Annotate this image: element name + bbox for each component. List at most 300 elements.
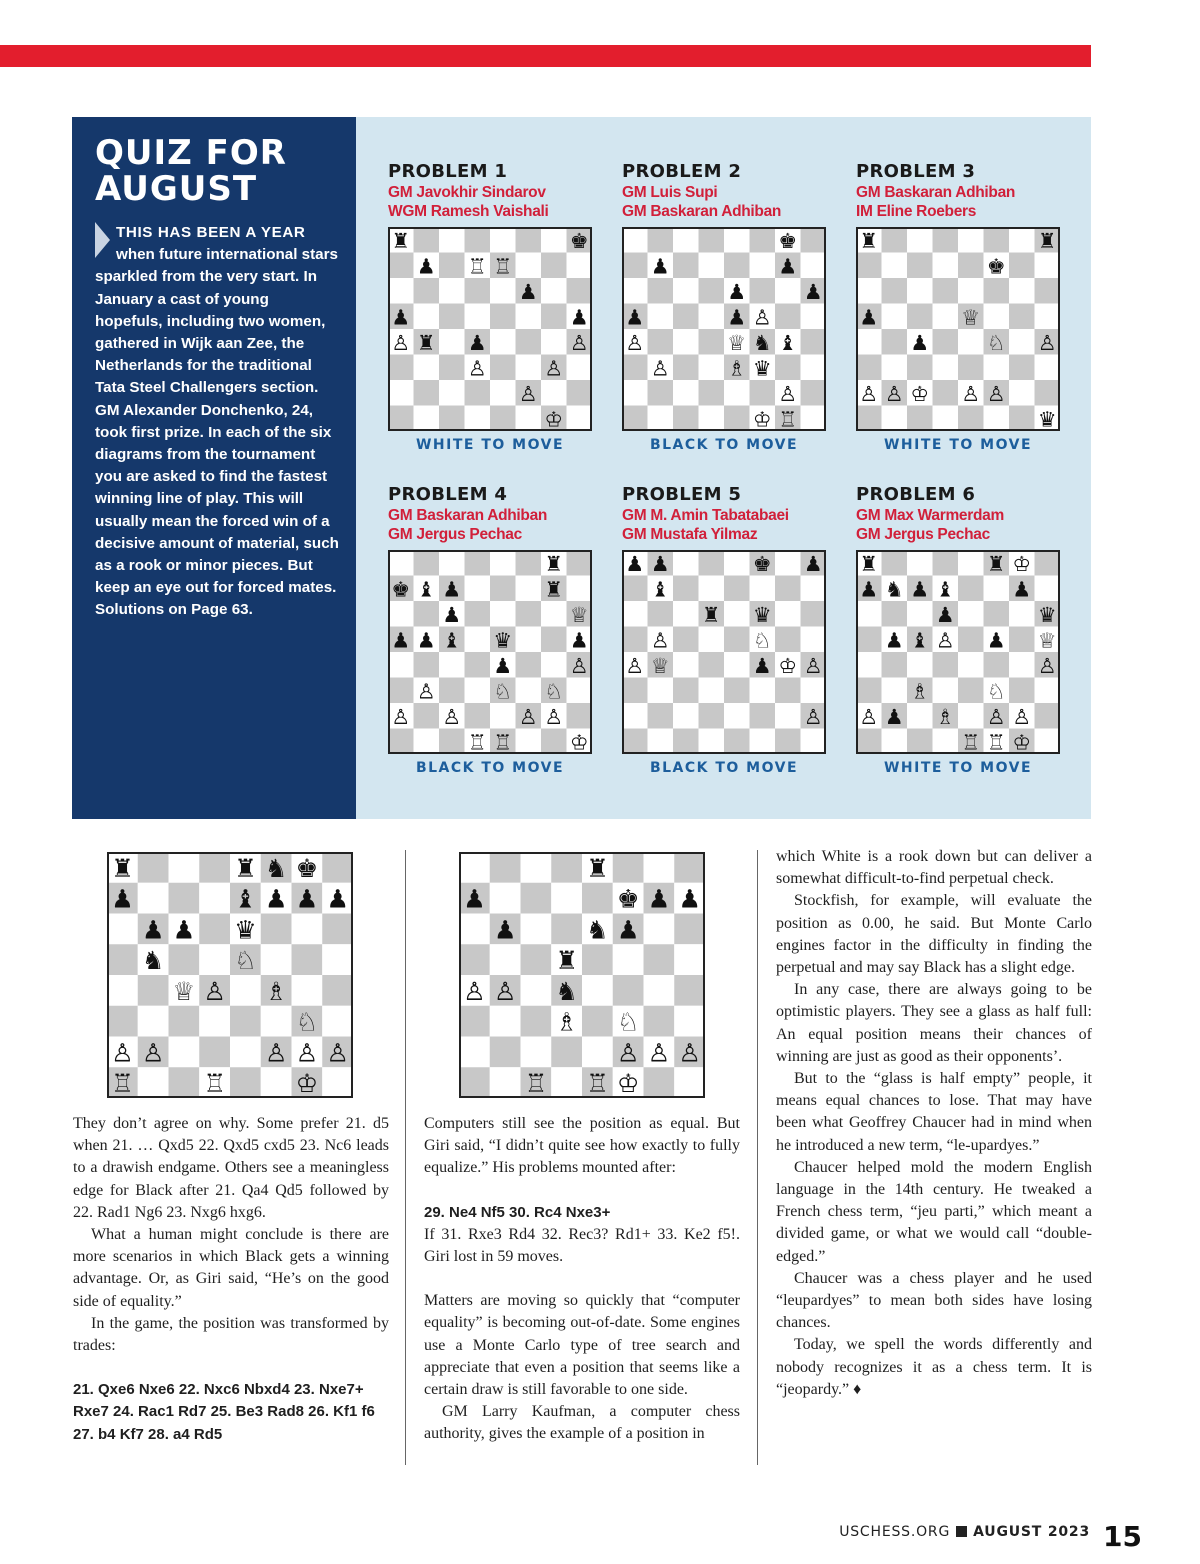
board-square — [541, 601, 567, 627]
white-knight-icon: ♘ — [752, 628, 772, 653]
board-square — [644, 944, 675, 975]
board-square — [322, 975, 353, 1006]
board-square — [1009, 678, 1035, 704]
problem-title: PROBLEM 2 — [622, 161, 742, 182]
board-square — [622, 601, 648, 627]
black-pawn-icon: ♟ — [493, 915, 517, 945]
board-square — [490, 380, 516, 406]
black-pawn-icon: ♟ — [727, 305, 747, 330]
board-square — [541, 627, 567, 653]
board-square — [984, 355, 1010, 381]
board-square — [673, 355, 699, 381]
white-rook-icon: ♖ — [524, 1069, 548, 1098]
paragraph: What a human might conclude is there are more scenarios in which Black gets a winning advantage. Or, as Giri said, “He’s on the good side of equality.” — [73, 1226, 389, 1310]
white-rook-icon: ♖ — [961, 730, 981, 754]
board-square — [439, 678, 465, 704]
board-square — [724, 227, 750, 253]
play-arrow-icon — [95, 222, 110, 258]
black-pawn-icon: ♟ — [650, 254, 670, 279]
board-square — [801, 406, 827, 432]
board-square — [230, 1006, 261, 1037]
board-square — [882, 227, 908, 253]
board-square — [322, 914, 353, 945]
board-square — [261, 914, 292, 945]
board-square — [541, 329, 567, 355]
board-square — [699, 576, 725, 602]
board-square — [439, 253, 465, 279]
problem-black-player: GM Jergus Pechac — [856, 526, 990, 543]
board-square — [699, 550, 725, 576]
black-bishop-icon: ♝ — [442, 628, 462, 653]
article-column-1 — [73, 1113, 389, 1446]
black-pawn-icon: ♟ — [172, 915, 196, 945]
problem-title: PROBLEM 4 — [388, 484, 508, 505]
board-square — [801, 329, 827, 355]
board-square — [958, 703, 984, 729]
black-rook-icon: ♜ — [986, 551, 1006, 576]
board-square — [516, 355, 542, 381]
paragraph: Chaucer helped mold the modern English language in the 14th century. He tweaked a French chess term, “jeu parti,” which meant a divided game, or what we would call “double-edged.” — [776, 1158, 1092, 1265]
board-square — [1009, 227, 1035, 253]
board-square — [414, 227, 440, 253]
problem-black-player: IM Eline Roebers — [856, 203, 977, 220]
board-square — [622, 627, 648, 653]
board-square — [1035, 278, 1061, 304]
board-square — [541, 652, 567, 678]
board-square — [699, 627, 725, 653]
white-knight-icon: ♘ — [544, 679, 564, 704]
black-king-icon: ♚ — [778, 228, 798, 253]
board-square — [907, 253, 933, 279]
board-square — [465, 278, 491, 304]
board-square — [882, 601, 908, 627]
board-square — [856, 253, 882, 279]
board-square — [673, 729, 699, 755]
board-square — [750, 703, 776, 729]
board-square — [388, 380, 414, 406]
board-square — [622, 355, 648, 381]
board-square — [516, 304, 542, 330]
white-knight-icon: ♘ — [616, 1007, 640, 1037]
board-square — [984, 227, 1010, 253]
board-square — [801, 627, 827, 653]
board-square — [801, 729, 827, 755]
board-square — [516, 627, 542, 653]
board-square — [724, 627, 750, 653]
board-square — [674, 944, 705, 975]
column-divider — [405, 850, 406, 1465]
board-square — [292, 975, 323, 1006]
board-square — [439, 304, 465, 330]
article-diagram-1 — [107, 852, 353, 1098]
white-pawn-icon: ♙ — [935, 628, 955, 653]
board-square — [541, 278, 567, 304]
board-square — [439, 278, 465, 304]
board-square — [138, 975, 169, 1006]
black-queen-icon: ♛ — [1037, 407, 1057, 431]
board-square — [199, 944, 230, 975]
black-rook-icon: ♜ — [111, 853, 134, 883]
board-square — [551, 914, 582, 945]
board-square — [465, 576, 491, 602]
white-pawn-icon: ♙ — [961, 381, 981, 406]
board-square — [673, 703, 699, 729]
board-square — [644, 914, 675, 945]
white-pawn-icon: ♙ — [442, 704, 462, 729]
problem-white-player: GM Luis Supi — [622, 184, 718, 201]
paragraph: Matters are moving so quickly that “computer equality” is becoming out-of-date. Some engines use a Monte Carlo type of tree search and appreciate that even a position that seems like a certain draw is still favorable to one side. — [424, 1292, 740, 1399]
board-square — [958, 627, 984, 653]
board-square — [699, 380, 725, 406]
board-square — [516, 729, 542, 755]
board-square — [648, 729, 674, 755]
white-pawn-icon: ♙ — [111, 1038, 134, 1068]
board-square — [958, 601, 984, 627]
black-pawn-icon: ♟ — [727, 279, 747, 304]
board-square — [933, 729, 959, 755]
board-square — [648, 227, 674, 253]
board-square — [261, 1006, 292, 1037]
white-pawn-icon: ♙ — [752, 305, 772, 330]
board-square — [516, 329, 542, 355]
black-queen-icon: ♛ — [752, 356, 772, 381]
black-pawn-icon: ♟ — [111, 884, 134, 914]
black-rook-icon: ♜ — [859, 228, 879, 253]
board-square — [775, 355, 801, 381]
black-pawn-icon: ♟ — [569, 305, 589, 330]
board-square — [1035, 576, 1061, 602]
board-square — [882, 329, 908, 355]
board-square — [567, 550, 593, 576]
board-square — [648, 304, 674, 330]
black-king-icon: ♚ — [986, 254, 1006, 279]
white-knight-icon: ♘ — [986, 679, 1006, 704]
column-divider — [757, 850, 758, 1465]
board-square — [138, 1006, 169, 1037]
black-pawn-icon: ♟ — [416, 628, 436, 653]
board-square — [582, 1037, 613, 1068]
board-square — [724, 678, 750, 704]
board-square — [490, 944, 521, 975]
board-square — [699, 703, 725, 729]
board-square — [984, 278, 1010, 304]
board-square — [648, 380, 674, 406]
board-square — [907, 227, 933, 253]
black-pawn-icon: ♟ — [295, 884, 319, 914]
quiz-problems-panel — [356, 117, 1091, 819]
board-square — [801, 253, 827, 279]
white-king-icon: ♔ — [616, 1069, 640, 1098]
board-square — [622, 227, 648, 253]
white-pawn-icon: ♙ — [518, 381, 538, 406]
white-bishop-icon: ♗ — [264, 976, 288, 1006]
paragraph: Chaucer was a chess player and he used “leupardyes” to mean both sides have losing chances. — [776, 1269, 1092, 1332]
board-square — [567, 678, 593, 704]
board-square — [673, 678, 699, 704]
board-square — [882, 678, 908, 704]
black-pawn-icon: ♟ — [463, 884, 486, 914]
board-square — [801, 678, 827, 704]
white-queen-icon: ♕ — [727, 330, 747, 355]
black-rook-icon: ♜ — [544, 577, 564, 602]
paragraph: They don’t agree on why. Some prefer 21. d5 when 21. … Qxd5 22. Qxd5 cxd5 23. Nc6 leads to a drawish endgame. Others see a meaningless edge for Black after 21. Qa4 Qd5 followed by 22. Rad1 Ng6 23. Nxg6 hxg6. — [73, 1115, 389, 1221]
white-bishop-icon: ♗ — [935, 704, 955, 729]
white-rook-icon: ♖ — [203, 1069, 226, 1098]
board-square — [490, 227, 516, 253]
board-square — [648, 406, 674, 432]
side-to-move: BLACK TO MOVE — [415, 760, 565, 776]
board-square — [984, 406, 1010, 432]
board-square — [724, 380, 750, 406]
side-to-move: BLACK TO MOVE — [649, 760, 799, 776]
board-square — [984, 601, 1010, 627]
board-square — [567, 278, 593, 304]
board-square — [1009, 627, 1035, 653]
problem-1 — [388, 161, 598, 453]
white-pawn-icon: ♙ — [326, 1038, 349, 1068]
black-pawn-icon: ♟ — [752, 653, 772, 678]
square-separator-icon — [956, 1526, 967, 1537]
black-pawn-icon: ♟ — [416, 254, 436, 279]
board-square — [582, 975, 613, 1006]
board-square — [958, 550, 984, 576]
board-square — [459, 1006, 490, 1037]
paragraph — [776, 1334, 1092, 1401]
white-knight-icon: ♘ — [295, 1007, 319, 1037]
board-square — [138, 883, 169, 914]
board-square — [261, 944, 292, 975]
board-square — [648, 278, 674, 304]
black-pawn-icon: ♟ — [625, 305, 645, 330]
board-square — [388, 278, 414, 304]
black-knight-icon: ♞ — [884, 577, 904, 602]
board-square — [882, 406, 908, 432]
board-square — [1035, 355, 1061, 381]
board-square — [199, 1037, 230, 1068]
board-square — [933, 550, 959, 576]
board-square — [673, 278, 699, 304]
board-square — [856, 278, 882, 304]
black-pawn-icon: ♟ — [778, 254, 798, 279]
board-square — [933, 355, 959, 381]
black-pawn-icon: ♟ — [859, 305, 879, 330]
black-pawn-icon: ♟ — [442, 577, 462, 602]
board-square — [169, 883, 200, 914]
board-square — [933, 380, 959, 406]
black-pawn-icon: ♟ — [264, 884, 288, 914]
board-square — [622, 729, 648, 755]
board-square — [414, 355, 440, 381]
board-square — [644, 1067, 675, 1098]
problem-black-player: WGM Ramesh Vaishali — [388, 203, 549, 220]
chessboard-diagram — [388, 550, 592, 754]
board-square — [958, 652, 984, 678]
board-square — [750, 253, 776, 279]
board-square — [414, 304, 440, 330]
board-square — [933, 329, 959, 355]
black-rook-icon: ♜ — [391, 228, 411, 253]
white-pawn-icon: ♙ — [650, 356, 670, 381]
board-square — [439, 380, 465, 406]
board-square — [622, 576, 648, 602]
board-square — [673, 329, 699, 355]
board-square — [516, 678, 542, 704]
board-square — [775, 601, 801, 627]
board-square — [541, 227, 567, 253]
board-square — [750, 227, 776, 253]
board-square — [459, 1037, 490, 1068]
problem-black-player: GM Jergus Pechac — [388, 526, 522, 543]
white-pawn-icon: ♙ — [391, 330, 411, 355]
board-square — [724, 550, 750, 576]
board-square — [801, 355, 827, 381]
board-square — [465, 601, 491, 627]
quiz-title: QUIZ FOR AUGUST — [95, 133, 287, 209]
board-square — [490, 550, 516, 576]
board-square — [490, 304, 516, 330]
black-pawn-icon: ♟ — [442, 602, 462, 627]
board-square — [490, 883, 521, 914]
white-bishop-icon: ♗ — [555, 1007, 578, 1037]
black-knight-icon: ♞ — [264, 853, 288, 883]
paragraph: In any case, there are always going to be optimistic players. They see a glass as half full: An equal position means their chances of winning are just as good as their opponents’. — [776, 981, 1092, 1065]
black-bishop-icon: ♝ — [910, 628, 930, 653]
board-square — [107, 914, 138, 945]
black-bishop-icon: ♝ — [935, 577, 955, 602]
board-square — [907, 550, 933, 576]
footer-site: USCHESS.ORG — [839, 1524, 951, 1540]
board-square — [856, 729, 882, 755]
white-king-icon: ♔ — [910, 381, 930, 406]
black-king-icon: ♚ — [391, 577, 411, 602]
board-square — [750, 576, 776, 602]
board-square — [613, 852, 644, 883]
board-square — [521, 1006, 552, 1037]
board-square — [414, 278, 440, 304]
side-to-move: WHITE TO MOVE — [883, 437, 1033, 453]
board-square — [750, 729, 776, 755]
white-pawn-icon: ♙ — [569, 330, 589, 355]
white-queen-icon: ♕ — [1037, 628, 1057, 653]
chessboard-diagram — [622, 550, 826, 754]
black-king-icon: ♚ — [616, 884, 640, 914]
board-square — [856, 601, 882, 627]
board-square — [882, 355, 908, 381]
board-square — [958, 355, 984, 381]
board-square — [516, 550, 542, 576]
board-square — [801, 601, 827, 627]
black-pawn-icon: ♟ — [935, 602, 955, 627]
board-square — [699, 678, 725, 704]
board-square — [551, 1067, 582, 1098]
board-square — [388, 652, 414, 678]
white-pawn-icon: ♙ — [1037, 653, 1057, 678]
board-square — [856, 355, 882, 381]
board-square — [459, 914, 490, 945]
board-square — [521, 883, 552, 914]
board-square — [490, 703, 516, 729]
paragraph: Computers still see the position as equal. But Giri said, “I didn’t quite see how exactly to fully equalize.” His problems mounted after: — [424, 1115, 740, 1177]
board-square — [958, 253, 984, 279]
board-square — [724, 406, 750, 432]
problem-white-player: GM Javokhir Sindarov — [388, 184, 546, 201]
board-square — [465, 550, 491, 576]
board-square — [775, 278, 801, 304]
white-rook-icon: ♖ — [467, 254, 487, 279]
board-square — [673, 652, 699, 678]
board-square — [521, 975, 552, 1006]
board-square — [465, 304, 491, 330]
board-square — [541, 253, 567, 279]
black-king-icon: ♚ — [752, 551, 772, 576]
black-pawn-icon: ♟ — [326, 884, 349, 914]
board-square — [465, 406, 491, 432]
board-square — [567, 253, 593, 279]
black-pawn-icon: ♟ — [569, 628, 589, 653]
problem-title: PROBLEM 6 — [856, 484, 976, 505]
problem-title: PROBLEM 1 — [388, 161, 508, 182]
white-pawn-icon: ♙ — [467, 356, 487, 381]
problem-white-player: GM Max Warmerdam — [856, 507, 1004, 524]
board-square — [199, 1006, 230, 1037]
board-square — [582, 883, 613, 914]
board-square — [567, 703, 593, 729]
white-queen-icon: ♕ — [650, 653, 670, 678]
black-pawn-icon: ♟ — [647, 884, 671, 914]
board-square — [673, 304, 699, 330]
page-number: 15 — [1103, 1520, 1142, 1553]
white-queen-icon: ♕ — [172, 976, 196, 1006]
black-bishop-icon: ♝ — [234, 884, 257, 914]
paragraph: But to the “glass is half empty” people, it means equal chances to lose. That may have been what Geoffrey Chaucer had in mind when he introduced a new term, “le-upardyes.” — [776, 1070, 1092, 1154]
board-square — [648, 678, 674, 704]
board-square — [490, 278, 516, 304]
white-king-icon: ♔ — [569, 730, 589, 754]
board-square — [622, 278, 648, 304]
white-pawn-icon: ♙ — [1012, 704, 1032, 729]
board-square — [699, 406, 725, 432]
board-square — [882, 652, 908, 678]
board-square — [107, 975, 138, 1006]
board-square — [439, 355, 465, 381]
white-pawn-icon: ♙ — [678, 1038, 701, 1068]
board-square — [775, 576, 801, 602]
board-square — [521, 944, 552, 975]
white-king-icon: ♔ — [544, 407, 564, 431]
board-square — [199, 883, 230, 914]
board-square — [958, 227, 984, 253]
white-pawn-icon: ♙ — [295, 1038, 319, 1068]
board-square — [933, 253, 959, 279]
white-pawn-icon: ♙ — [203, 976, 226, 1006]
game-moves: 29. Ne4 Nf5 30. Rc4 Nxe3+ — [424, 1203, 611, 1221]
board-square — [1009, 329, 1035, 355]
paragraph-text: Today, we spell the words differently and nobody recognizes it as a chess term. It is “jeopardy.” — [776, 1336, 1092, 1398]
board-square — [907, 278, 933, 304]
board-square — [107, 944, 138, 975]
black-pawn-icon: ♟ — [467, 330, 487, 355]
white-bishop-icon: ♗ — [910, 679, 930, 704]
black-knight-icon: ♞ — [752, 330, 772, 355]
board-square — [169, 1006, 200, 1037]
board-square — [459, 852, 490, 883]
board-square — [388, 253, 414, 279]
white-king-icon: ♔ — [752, 407, 772, 431]
board-square — [644, 852, 675, 883]
white-pawn-icon: ♙ — [493, 976, 517, 1006]
board-square — [933, 227, 959, 253]
black-knight-icon: ♞ — [555, 976, 578, 1006]
